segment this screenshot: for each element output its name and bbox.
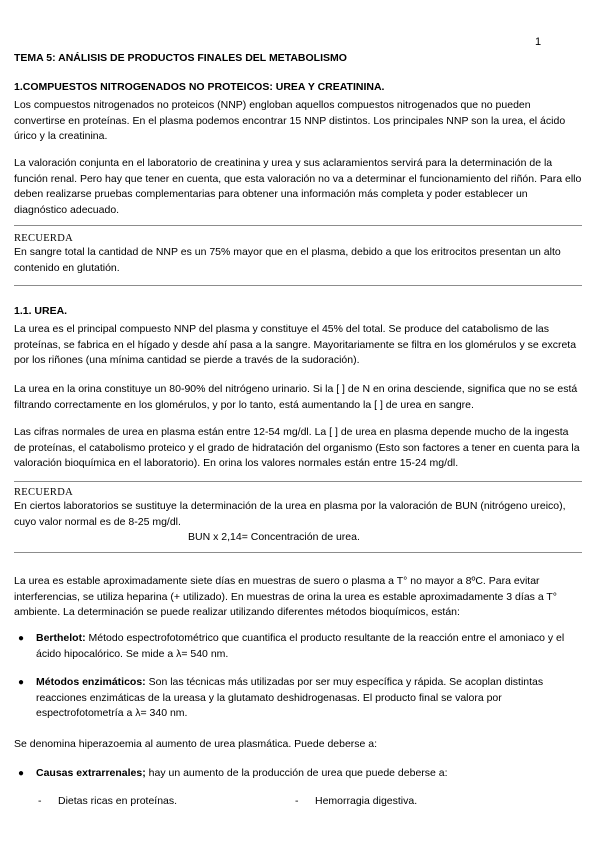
method-name: Métodos enzimáticos: [36, 676, 146, 688]
section-heading-compuestos: 1.COMPUESTOS NITROGENADOS NO PROTEICOS: UREA Y CREATININA. [14, 81, 385, 93]
list-item-dietas [38, 795, 177, 807]
dash-marker: - [38, 795, 42, 807]
paragraph-urea-orina: La urea en la orina constituye un 80-90% del nitrógeno urinario. Si la [ ] de N en orina desciende, significa que no se está filtrando correctamente en los glomérulos, y por lo tanto, está aumentando la [ ] de urea en sangre. [14, 383, 578, 411]
dash-marker: - [295, 795, 299, 807]
bun-formula: BUN x 2,14= Concentración de urea. [188, 531, 360, 543]
divider [14, 285, 582, 286]
cause-item-text: Hemorragia digestiva. [315, 795, 418, 807]
paragraph-nnp-intro: Los compuestos nitrogenados no proteicos (NNP) engloban aquellos compuestos nitrogenados que no pueden convertirse en proteínas. En el plasma podemos encontrar 15 NNP distintos. Los principales NNP son la urea, el ácido úrico y la creatinina. [14, 99, 566, 142]
paragraph-estabilidad: La urea es estable aproximadamente siete días en muestras de suero o plasma a T° no mayor a 8ºC. Para evitar interferencias, se utiliza heparina (+ utilizado). En muestras de orina la urea es estable aproximadamente 3 días a T° ambiente. La determinación se puede realizar utilizando diferentes métodos bioquímicos, están: [14, 575, 558, 618]
section-heading-urea: 1.1. UREA. [14, 305, 68, 317]
cause-item-text: Dietas ricas en proteínas. [58, 795, 178, 807]
list-item-hemorragia [295, 795, 417, 807]
bullet-icon: ● [18, 768, 25, 779]
list-item-metodos-enzimaticos [14, 675, 582, 722]
cause-description: hay un aumento de la producción de urea que puede deberse a: [145, 767, 448, 779]
page-number: 1 [535, 36, 542, 48]
method-name: Berthelot: [36, 632, 86, 644]
paragraph-valoracion: La valoración conjunta en el laboratorio de creatinina y urea y sus aclaramientos servirá para la determinación de la función renal. Pero hay que tener en cuenta, que esta valoración no va a determinar el funcionamiento del riñón. Para ello deben realizarse pruebas complementarias para obtener una información más completa y poder establecer un diagnóstico adecuado. [14, 157, 582, 216]
paragraph-hiperazoemia: Se denomina hiperazoemia al aumento de urea plasmática. Puede deberse a: [14, 738, 378, 750]
list-item-berthelot [14, 631, 582, 662]
list-item-causas-extrarrenales [14, 766, 582, 782]
divider [14, 481, 582, 482]
divider [14, 552, 582, 553]
method-description: Son las técnicas más utilizadas por ser muy específica y rápida. Se acoplan distintas reacciones enzimáticas de la ureasa y la glutamato deshidrogenasas. El producto final se valora por espectrofotometría a λ= 340 nm. [36, 676, 544, 719]
recuerda-title: RECUERDA [14, 487, 73, 498]
method-description: Método espectrofotométrico que cuantifica el producto resultante de la reacción entre el amoniaco y el ácido hipocalórico. Se mide a λ= 540 nm. [36, 632, 565, 660]
bullet-icon: ● [18, 677, 25, 688]
bullet-icon: ● [18, 633, 25, 644]
recuerda-title: RECUERDA [14, 233, 73, 244]
document-title: TEMA 5: ANÁLISIS DE PRODUCTOS FINALES DEL METABOLISMO [14, 52, 347, 64]
paragraph-urea-intro: La urea es el principal compuesto NNP del plasma y constituye el 45% del total. Se produce del catabolismo de las proteínas, se fabrica en el hígado y desde ahí pasa a la sangre. Mayoritariamente se filtra en los glomérulos y se excreta por los riñones (una mínima cantidad se pierde a través de la sudoración). [14, 323, 577, 366]
recuerda-text-bun: En ciertos laboratorios se sustituye la determinación de la urea en plasma por la valoración de BUN (nitrógeno ureico), cuyo valor normal es de 8-25 mg/dl. [14, 500, 566, 528]
divider [14, 225, 582, 226]
cause-name: Causas extrarrenales; [36, 767, 146, 779]
recuerda-text-nnp: En sangre total la cantidad de NNP es un 75% mayor que en el plasma, debido a que los eritrocitos presentan un alto contenido en glutatión. [14, 246, 561, 274]
paragraph-cifras-normales: Las cifras normales de urea en plasma están entre 12-54 mg/dl. La [ ] de urea en plasma depende mucho de la ingesta de proteínas, el catabolismo proteico y el grado de hidratación del organismo (Esto son factores a tener en cuenta para la valoración bioquímica en el laboratorio). En orina los valores normales están entre 15-24 mg/dl. [14, 426, 580, 469]
